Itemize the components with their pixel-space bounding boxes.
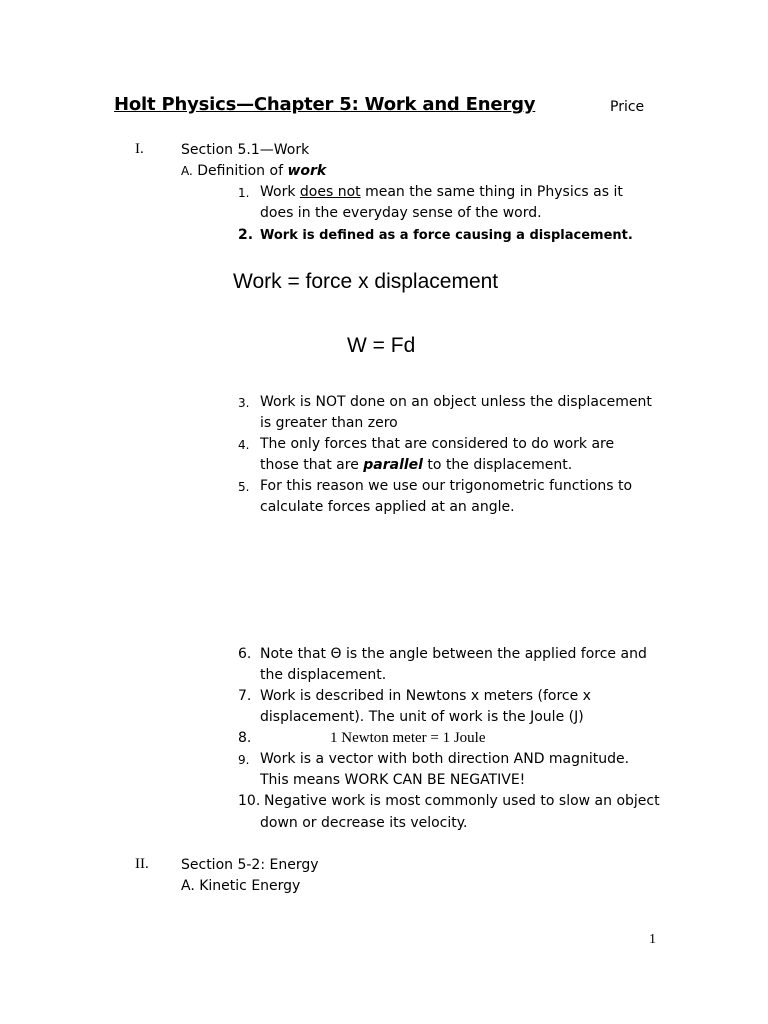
- item-1-line-1: Work does not mean the same thing in Physics as it: [260, 184, 623, 200]
- item-6-line-1: Note that Θ is the angle between the applied force and: [260, 646, 647, 662]
- parallel-emphasis: parallel: [363, 457, 423, 473]
- subsection-text: Kinetic Energy: [199, 878, 301, 894]
- page-title: Holt Physics—Chapter 5: Work and Energy: [114, 94, 536, 115]
- formula-symbols: W = Fd: [347, 334, 416, 357]
- item-number: 1.: [238, 186, 250, 200]
- subsection-letter: A.: [181, 878, 195, 894]
- item-number: 6.: [238, 646, 252, 662]
- item-number: 3.: [238, 396, 250, 410]
- item-5-line-2: calculate forces applied at an angle.: [260, 499, 515, 515]
- item-4-line-2: those that are parallel to the displacement.: [260, 457, 573, 473]
- item-number: 5.: [238, 480, 250, 494]
- subsection-a-kinetic: [181, 876, 300, 897]
- item-7-line-2: displacement). The unit of work is the Joule (J): [260, 709, 584, 725]
- subsection-emphasis: work: [287, 163, 327, 179]
- item-number: 4.: [238, 438, 250, 452]
- item-5-line-1: For this reason we use our trigonometric functions to: [260, 478, 633, 494]
- section-numeral-2: II.: [135, 856, 149, 872]
- section-numeral-1: I.: [135, 141, 144, 157]
- item-6-line-2: the displacement.: [260, 667, 387, 683]
- item-3-line-2: is greater than zero: [260, 415, 398, 431]
- item-10-line-1: Negative work is most commonly used to slow an object: [264, 793, 660, 809]
- author-name: Price: [610, 99, 645, 115]
- item-9-line-2: This means WORK CAN BE NEGATIVE!: [260, 772, 526, 788]
- item-9-line-1: Work is a vector with both direction AND magnitude.: [260, 751, 630, 767]
- item-number: 7.: [238, 688, 252, 704]
- item-4-line-1: The only forces that are considered to do work are: [260, 436, 615, 452]
- subsection-letter: A.: [181, 164, 193, 178]
- item-number: 10.: [238, 793, 261, 809]
- subsection-text: Definition of: [197, 163, 288, 179]
- item-number: 8.: [238, 730, 252, 746]
- item-7-line-1: Work is described in Newtons x meters (force x: [260, 688, 591, 704]
- item-8-line-1: 1 Newton meter = 1 Joule: [330, 730, 486, 746]
- item-2-definition: Work is defined as a force causing a displacement.: [260, 228, 633, 243]
- section-heading-1: Section 5.1—Work: [181, 142, 310, 158]
- item-number: 9.: [238, 753, 250, 767]
- item-3-line-1: Work is NOT done on an object unless the displacement: [260, 394, 652, 410]
- subsection-a-definition: [181, 161, 326, 182]
- item-1-line-2: does in the everyday sense of the word.: [260, 205, 542, 221]
- section-heading-2: Section 5-2: Energy: [181, 857, 319, 873]
- item-10-line-2: down or decrease its velocity.: [260, 815, 468, 831]
- underlined-text: does not: [299, 184, 361, 200]
- item-number: 2.: [238, 227, 254, 243]
- formula-words: Work = force x displacement: [233, 270, 499, 293]
- page-number: 1: [649, 932, 656, 947]
